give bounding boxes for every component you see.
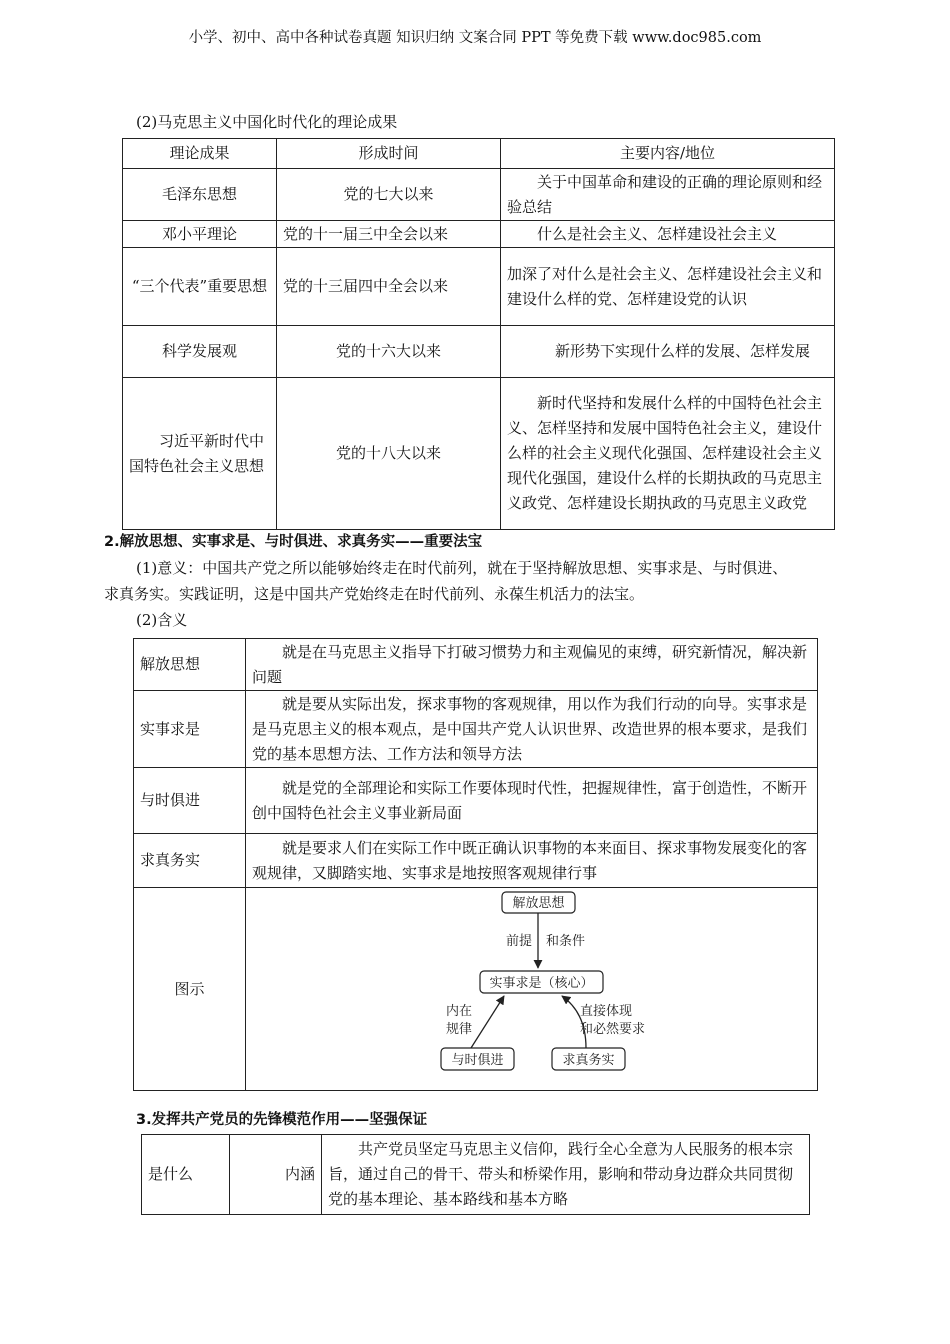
table-row [123, 326, 835, 378]
table-row [134, 639, 818, 691]
term-cell: 与时俱进 [134, 768, 246, 834]
node-bottom-left-text: 与时俱进 [451, 1053, 504, 1068]
table-row [123, 378, 835, 530]
term-cell: 解放思想 [134, 639, 246, 691]
section2-title: 2.解放思想、实事求是、与时俱进、求真务实——重要法宝 [104, 534, 483, 550]
node-bottom-left [441, 1048, 514, 1070]
arrow-top-left-label: 前提 [505, 934, 532, 949]
theory-name: 科学发展观 [123, 326, 277, 378]
desc-cell: 就是党的全部理论和实际工作要体现时代性，把握规律性，富于创造性，不断开创中国特色社会主义事业新局面 [246, 768, 818, 834]
desc-cell: 就是要求人们在实际工作中既正确认识事物的本来面目、探求事物发展变化的客观规律，又脚踏实地、实事求是地按照客观规律行事 [246, 834, 818, 888]
table-row [134, 834, 818, 888]
theory-name: “三个代表”重要思想 [123, 248, 277, 326]
node-bottom-right [552, 1048, 625, 1070]
page-header: 小学、初中、高中各种试卷真题 知识归纳 文案合同 PPT 等免费下载 www.doc985.com [188, 30, 762, 46]
node-center-text: 实事求是（核心） [489, 976, 594, 991]
table-row [134, 768, 818, 834]
meaning-table [133, 638, 818, 1091]
table-row [123, 169, 835, 221]
section1-title: (2)马克思主义中国化时代化的理论成果 [136, 113, 398, 131]
col-header: 主要内容/地位 [501, 139, 835, 169]
col-header: 理论成果 [123, 139, 277, 169]
theory-content: 新时代坚持和发展什么样的中国特色社会主义、怎样坚持和发展中国特色社会主义，建设什么样的社会主义现代化强国、怎样建设社会主义现代化强国，建设什么样的长期执政的马克思主义政党、怎样建设长期执政的马克思主义政党 [501, 378, 835, 530]
table-row [123, 221, 835, 248]
right-label-2: 和必然要求 [580, 1022, 646, 1037]
term-cell: 实事求是 [134, 691, 246, 768]
table-row [123, 248, 835, 326]
theory-content: 新形势下实现什么样的发展、怎样发展 [501, 326, 835, 378]
theory-time: 党的十六大以来 [277, 326, 501, 378]
meaning-line2: 求真务实。实践证明，这是中国共产党始终走在时代前列、永葆生机活力的法宝。 [104, 585, 645, 603]
diagram [246, 888, 816, 1082]
arrow-top-right-label: 和条件 [546, 934, 586, 949]
node-center [480, 971, 603, 993]
table-header-row [123, 139, 835, 169]
diagram-cell [246, 888, 818, 1091]
term-cell: 求真务实 [134, 834, 246, 888]
table-row [134, 691, 818, 768]
theory-name: 邓小平理论 [123, 221, 277, 248]
meaning-line1: (1)意义：中国共产党之所以能够始终走在时代前列，就在于坚持解放思想、实事求是、与时俱进、 [136, 559, 788, 577]
desc-cell: 共产党员坚定马克思主义信仰，践行全心全意为人民服务的根本宗旨，通过自己的骨干、带头和桥梁作用，影响和带动身边群众共同贯彻党的基本理论、基本路线和基本方略 [322, 1135, 810, 1215]
arrow-left [471, 996, 504, 1048]
connotation-cell: 内涵 [230, 1135, 322, 1215]
theory-time: 党的七大以来 [277, 169, 501, 221]
node-top [502, 892, 575, 913]
left-label-1: 内在 [446, 1004, 473, 1019]
section3-title: 3.发挥共产党员的先锋模范作用——坚强保证 [136, 1112, 428, 1128]
table-row [142, 1135, 810, 1215]
theory-name: 毛泽东思想 [123, 169, 277, 221]
table-row [134, 888, 818, 1091]
col-header: 形成时间 [277, 139, 501, 169]
theory-time: 党的十三届四中全会以来 [277, 248, 501, 326]
diagram-label: 图示 [134, 888, 246, 1091]
desc-cell: 就是在马克思主义指导下打破习惯势力和主观偏见的束缚，研究新情况，解决新问题 [246, 639, 818, 691]
theory-name: 习近平新时代中国特色社会主义思想 [123, 378, 277, 530]
node-bottom-right-text: 求真务实 [562, 1053, 615, 1068]
theory-time: 党的十一届三中全会以来 [277, 221, 501, 248]
theory-table [122, 138, 835, 530]
theory-content: 关于中国革命和建设的正确的理论原则和经验总结 [501, 169, 835, 221]
what-cell: 是什么 [142, 1135, 230, 1215]
left-label-2: 规律 [446, 1022, 473, 1037]
section2-subtitle: (2)含义 [136, 611, 188, 629]
member-table [141, 1134, 810, 1215]
theory-content: 什么是社会主义、怎样建设社会主义 [501, 221, 835, 248]
desc-cell: 就是要从实际出发，探求事物的客观规律，用以作为我们行动的向导。实事求是是马克思主义的根本观点，是中国共产党人认识世界、改造世界的根本要求，是我们党的基本思想方法、工作方法和领导方法 [246, 691, 818, 768]
node-top-text: 解放思想 [512, 896, 565, 911]
right-label-1: 直接体现 [580, 1004, 633, 1019]
theory-time: 党的十八大以来 [277, 378, 501, 530]
theory-content: 加深了对什么是社会主义、怎样建设社会主义和建设什么样的党、怎样建设党的认识 [501, 248, 835, 326]
